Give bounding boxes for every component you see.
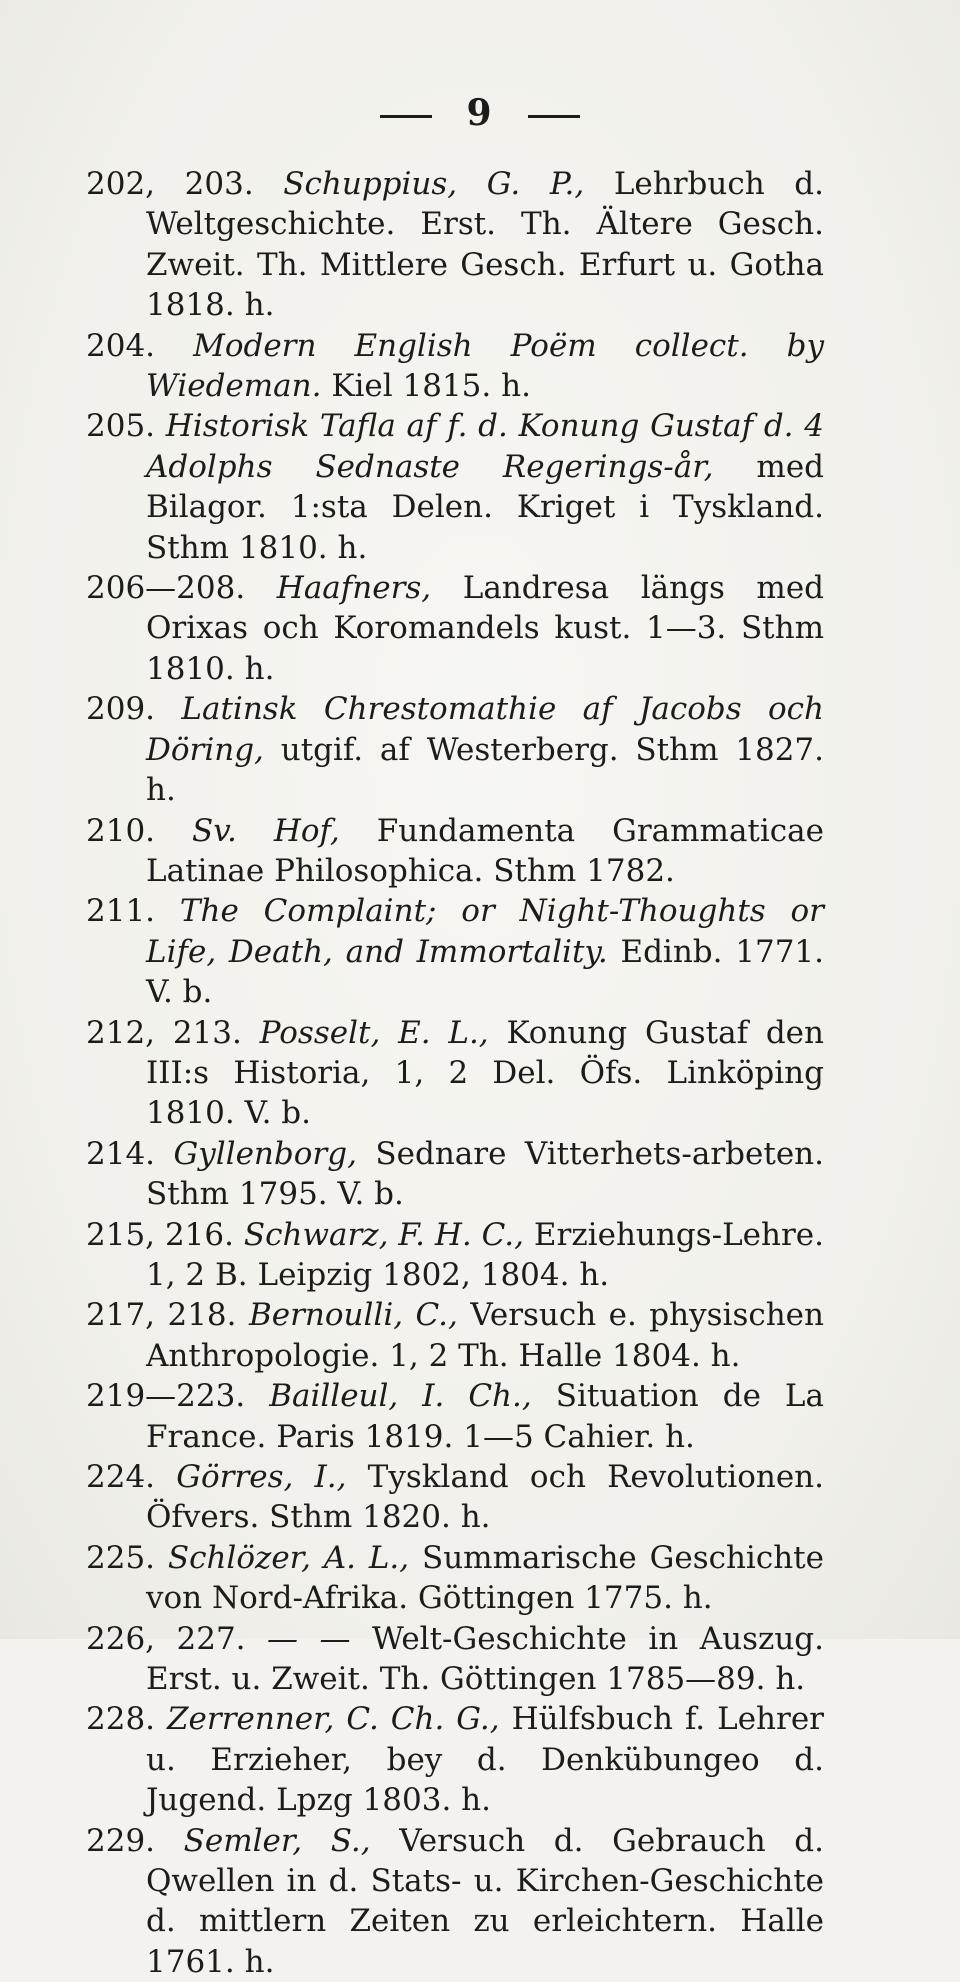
catalog-entry <box>86 811 824 892</box>
entry-number: 229. <box>86 1822 156 1859</box>
entry-text: med Bilagor. 1:sta Delen. Kriget i Tyskland. Sthm 1810. h. <box>146 448 825 566</box>
entry-number: 224. <box>86 1459 156 1495</box>
entry-text: utgif. af Westerberg. Sthm 1827. h. <box>146 731 825 809</box>
entry-number: 228. <box>86 1701 156 1738</box>
page-number-header <box>0 92 960 134</box>
entry-author: Bernoulli, C., <box>248 1297 458 1334</box>
catalog-entry <box>86 689 824 810</box>
entry-number: 206—208. <box>86 570 246 607</box>
catalog-entry <box>86 1457 824 1538</box>
catalog-entry <box>86 1699 824 1820</box>
entry-author: Bailleul, I. Ch., <box>269 1378 532 1415</box>
entry-number: 209. <box>86 691 156 728</box>
entry-text: Konung Gustaf den III:s Historia, 1, 2 Del. Öfs. Linköping 1810. V. b. <box>146 1014 824 1132</box>
entry-author: Semler, S., <box>183 1822 371 1859</box>
entry-text: Versuch d. Gebrauch d. Qwellen in d. Stats- u. Kirchen-Geschichte d. mittlern Zeiten zu erleichtern. Halle 1761. h. <box>146 1822 824 1980</box>
catalog-entry <box>86 1538 824 1619</box>
entry-number: 225. <box>86 1539 156 1576</box>
entry-number: 226, 227. <box>86 1620 246 1657</box>
entry-number: 219—223. <box>86 1378 246 1415</box>
catalog-entry <box>86 1376 824 1457</box>
catalog-entry <box>86 1821 824 1982</box>
entry-text: Edinb. 1771. V. b. <box>146 933 825 1011</box>
entry-number: 204. <box>86 327 156 364</box>
catalog-entry <box>86 326 824 407</box>
entry-text: Erziehungs-Lehre. 1, 2 B. Leipzig 1802, 1804. h. <box>146 1216 824 1293</box>
entry-number: 205. <box>86 408 156 445</box>
entry-author: Latinsk Chrestomathie af Jacobs och Döring, <box>146 691 824 768</box>
catalog-entry <box>86 1134 824 1215</box>
catalog-entry <box>86 1013 824 1134</box>
entry-text: Kiel 1815. h. <box>331 368 531 405</box>
catalog-entry <box>86 1619 824 1700</box>
entry-number: 202, 203. <box>86 166 254 202</box>
entry-text: Fundamenta Grammaticae Latinae Philosophica. Sthm 1782. <box>146 812 824 889</box>
catalog-entry <box>86 891 824 1012</box>
entry-text: Sednare Vitterhets-arbeten. Sthm 1795. V. b. <box>146 1135 824 1213</box>
entry-author: Görres, I., <box>176 1459 347 1495</box>
entry-text: Hülfsbuch f. Lehrer u. Erzieher, bey d. Denkübungeo d. Jugend. Lpzg 1803. h. <box>146 1701 824 1819</box>
entry-text: Tyskland och Revolutionen. Öfvers. Sthm 1820. h. <box>146 1459 824 1536</box>
header-dash-right <box>528 115 580 118</box>
entry-author: Schwarz, F. H. C., <box>243 1216 524 1253</box>
entry-number: 211. <box>86 893 156 930</box>
entry-author: Haafners, <box>276 570 432 607</box>
entry-author: — — <box>267 1620 351 1657</box>
catalog-entry <box>86 164 824 326</box>
entry-author: Modern English Poëm collect. by Wiedeman. <box>146 327 824 405</box>
entry-text: Lehrbuch d. Weltgeschichte. Erst. Th. Ältere Gesch. Zweit. Th. Mittlere Gesch. Erfurt u. Gotha 1818. h. <box>146 166 824 324</box>
entry-text: Summarische Geschichte von Nord-Afrika. Göttingen 1775. h. <box>146 1539 824 1617</box>
entry-text: Landresa längs med Orixas och Koromandels kust. 1—3. Sthm 1810. h. <box>146 570 825 687</box>
page-number: 9 <box>466 92 494 134</box>
entry-author: Schlözer, A. L., <box>167 1539 410 1576</box>
catalog-entry <box>86 406 824 568</box>
catalog-entry <box>86 1295 824 1376</box>
entry-number: 214. <box>86 1135 156 1172</box>
entry-number: 210. <box>86 812 156 849</box>
entry-author: Schuppius, G. P., <box>283 166 585 202</box>
catalog-entry <box>86 1215 824 1296</box>
header-dash-left <box>380 115 432 118</box>
entry-author: The Complaint; or Night-Thoughts or Life, Death, and Immortality. <box>146 893 825 970</box>
entry-text: Situation de La France. Paris 1819. 1—5 Cahier. h. <box>146 1378 824 1455</box>
entry-author: Zerrenner, C. Ch. G., <box>166 1701 500 1738</box>
catalog-entry <box>86 568 824 689</box>
entry-text: Welt-Geschichte in Auszug. Erst. u. Zweit. Th. Göttingen 1785—89. h. <box>146 1620 824 1698</box>
entry-number: 215, 216. <box>86 1216 234 1253</box>
entry-author: Gyllenborg, <box>173 1135 357 1172</box>
entry-author: Historisk Tafla af f. d. Konung Gustaf d. 4 Adolphs Sednaste Regerings-år, <box>146 408 824 485</box>
entry-author: Sv. Hof, <box>191 812 340 849</box>
catalog-entries <box>86 164 824 1982</box>
entry-author: Posselt, E. L., <box>259 1014 489 1051</box>
entry-number: 217, 218. <box>86 1297 237 1334</box>
entry-text: Versuch e. physischen Anthropologie. 1, 2 Th. Halle 1804. h. <box>146 1297 824 1374</box>
entry-number: 212, 213. <box>86 1014 242 1051</box>
